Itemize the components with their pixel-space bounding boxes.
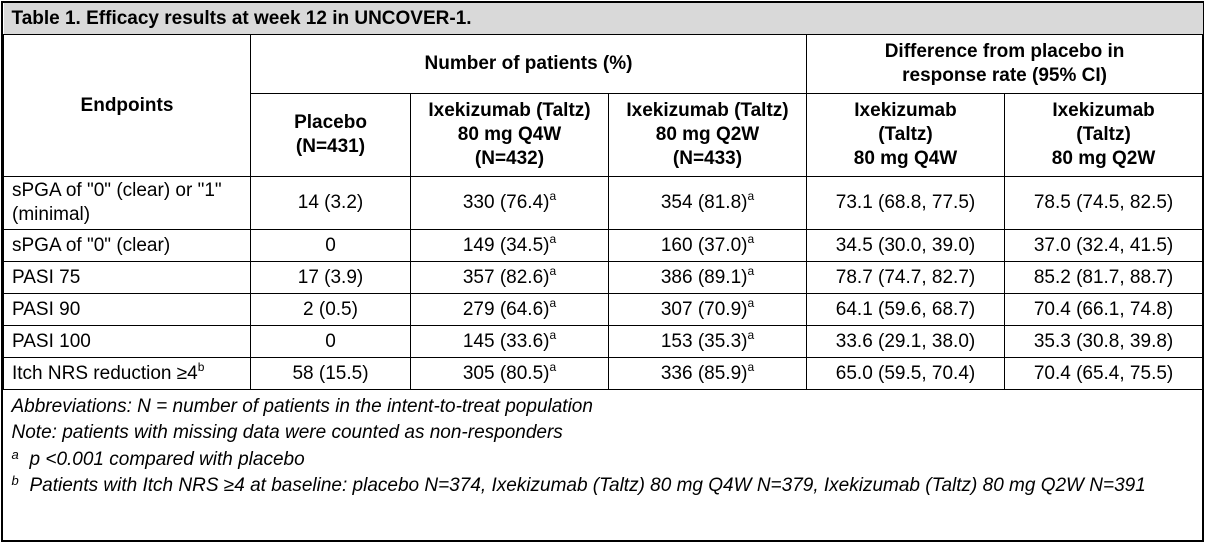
endpoint-cell [4, 262, 251, 294]
q2w-cell [609, 230, 807, 262]
footnote-marker: a [549, 359, 557, 374]
footnote-text: Patients with Itch NRS ≥4 at baseline: placebo N=374, Ixekizumab (Taltz) 80 mg Q4W N=379, Ixekizumab (Taltz) 80 mg Q2W N=391 [29, 475, 1146, 497]
diff-q4w-cell: 33.6 (29.1, 38.0) [807, 326, 1005, 358]
value: 357 (82.6) [462, 266, 550, 288]
header-line: 80 mg Q2W [655, 124, 760, 146]
footnote-marker: a [747, 327, 755, 342]
diff-q2w-cell: 78.5 (74.5, 82.5) [1005, 177, 1203, 230]
endpoint-cell [4, 230, 251, 262]
value: 153 (35.3) [660, 330, 748, 352]
value: 305 (80.5) [462, 362, 550, 384]
diff-q4w-cell: 64.1 (59.6, 68.7) [807, 294, 1005, 326]
table-row [4, 358, 1203, 390]
diff-q2w-cell: 35.3 (30.8, 39.8) [1005, 326, 1203, 358]
header-line: (Taltz) [878, 124, 933, 146]
diff-q4w-cell: 34.5 (30.0, 39.0) [807, 230, 1005, 262]
header-line: 80 mg Q4W [853, 147, 958, 169]
footnote-marker: b [197, 359, 205, 374]
q4w-cell [411, 262, 609, 294]
placebo-cell: 17 (3.9) [251, 262, 411, 294]
table-row [4, 294, 1203, 326]
efficacy-table-container [1, 1, 1204, 542]
footnote-marker: a [549, 327, 557, 342]
q4w-cell [411, 326, 609, 358]
placebo-cell: 0 [251, 230, 411, 262]
endpoint-label: PASI 90 [12, 298, 81, 320]
q2w-cell [609, 262, 807, 294]
footnote-marker: a [747, 263, 755, 278]
endpoint-label: Itch NRS reduction ≥4 [12, 362, 198, 384]
footnote-marker: a [549, 231, 557, 246]
value: 330 (76.4) [462, 192, 550, 214]
header-difference-from-placebo: Difference from placebo in response rate (95% CI) [807, 35, 1203, 94]
footnote-note: Note: patients with missing data were counted as non-responders [11, 421, 563, 443]
endpoint-cell [4, 294, 251, 326]
endpoint-label: sPGA of "0" (clear) or "1" (minimal) [12, 180, 222, 225]
diff-q2w-cell: 70.4 (66.1, 74.8) [1005, 294, 1203, 326]
value: 279 (64.6) [462, 298, 550, 320]
q4w-cell [411, 294, 609, 326]
header-line: 80 mg Q2W [1051, 147, 1156, 169]
footnote-marker: a [747, 359, 755, 374]
placebo-cell: 14 (3.2) [251, 177, 411, 230]
header-line: Placebo [294, 112, 367, 134]
endpoint-label: PASI 75 [12, 266, 81, 288]
header-line: (N=433) [672, 147, 743, 169]
table-footnotes [4, 390, 1203, 506]
diff-q2w-cell: 85.2 (81.7, 88.7) [1005, 262, 1203, 294]
header-line: 80 mg Q4W [457, 124, 562, 146]
diff-q2w-cell: 37.0 (32.4, 41.5) [1005, 230, 1203, 262]
footnote-text: p <0.001 compared with placebo [29, 448, 305, 470]
endpoint-label: PASI 100 [12, 330, 91, 352]
header-line: (N=431) [295, 136, 366, 157]
value: 336 (85.9) [660, 362, 748, 384]
header-diff-q4w [807, 94, 1005, 177]
value: 149 (34.5) [462, 234, 550, 256]
footnote-mark: a [11, 446, 19, 462]
footnote-marker: a [549, 189, 557, 204]
value: 354 (81.8) [660, 192, 748, 214]
table-row [4, 326, 1203, 358]
header-line: (N=432) [474, 147, 545, 169]
footnote-mark: b [11, 473, 19, 489]
q2w-cell [609, 358, 807, 390]
placebo-cell: 58 (15.5) [251, 358, 411, 390]
diff-q4w-cell: 78.7 (74.7, 82.7) [807, 262, 1005, 294]
footnote-a [12, 446, 1195, 473]
value: 160 (37.0) [660, 234, 748, 256]
header-number-of-patients: Number of patients (%) [251, 35, 807, 94]
table-row [4, 262, 1203, 294]
value: 145 (33.6) [462, 330, 550, 352]
diff-q2w-cell: 70.4 (65.4, 75.5) [1005, 358, 1203, 390]
footnote-marker: a [747, 231, 755, 246]
q2w-cell [609, 177, 807, 230]
placebo-cell: 2 (0.5) [251, 294, 411, 326]
header-line: (Taltz) [1076, 124, 1131, 146]
header-line: Ixekizumab (Taltz) [428, 100, 591, 122]
placebo-cell: 0 [251, 326, 411, 358]
footnote-abbreviations: Abbreviations: N = number of patients in the intent-to-treat population [11, 396, 593, 417]
table-row [4, 177, 1203, 230]
value: 386 (89.1) [660, 266, 748, 288]
endpoint-cell [4, 177, 251, 230]
table-row [4, 230, 1203, 262]
table-caption: Table 1. Efficacy results at week 12 in UNCOVER-1. [4, 3, 1203, 35]
footnote-marker: a [549, 263, 557, 278]
header-placebo [251, 94, 411, 177]
diff-q4w-cell: 73.1 (68.8, 77.5) [807, 177, 1005, 230]
header-line: Ixekizumab (Taltz) [626, 100, 789, 122]
header-line: Ixekizumab [854, 100, 957, 122]
endpoint-cell [4, 358, 251, 390]
q4w-cell [411, 177, 609, 230]
q4w-cell [411, 358, 609, 390]
footnote-marker: a [747, 295, 755, 310]
header-q4w [411, 94, 609, 177]
header-line: Ixekizumab [1052, 100, 1155, 122]
footnote-b [12, 472, 1195, 499]
efficacy-table [3, 3, 1203, 505]
header-diff-q2w [1005, 94, 1203, 177]
value: 307 (70.9) [660, 298, 748, 320]
footnote-marker: a [549, 295, 557, 310]
header-endpoints: Endpoints [4, 35, 251, 177]
endpoint-cell [4, 326, 251, 358]
q2w-cell [609, 326, 807, 358]
diff-q4w-cell: 65.0 (59.5, 70.4) [807, 358, 1005, 390]
footnote-marker: a [747, 189, 755, 204]
header-q2w [609, 94, 807, 177]
q4w-cell [411, 230, 609, 262]
endpoint-label: sPGA of "0" (clear) [12, 234, 171, 256]
q2w-cell [609, 294, 807, 326]
